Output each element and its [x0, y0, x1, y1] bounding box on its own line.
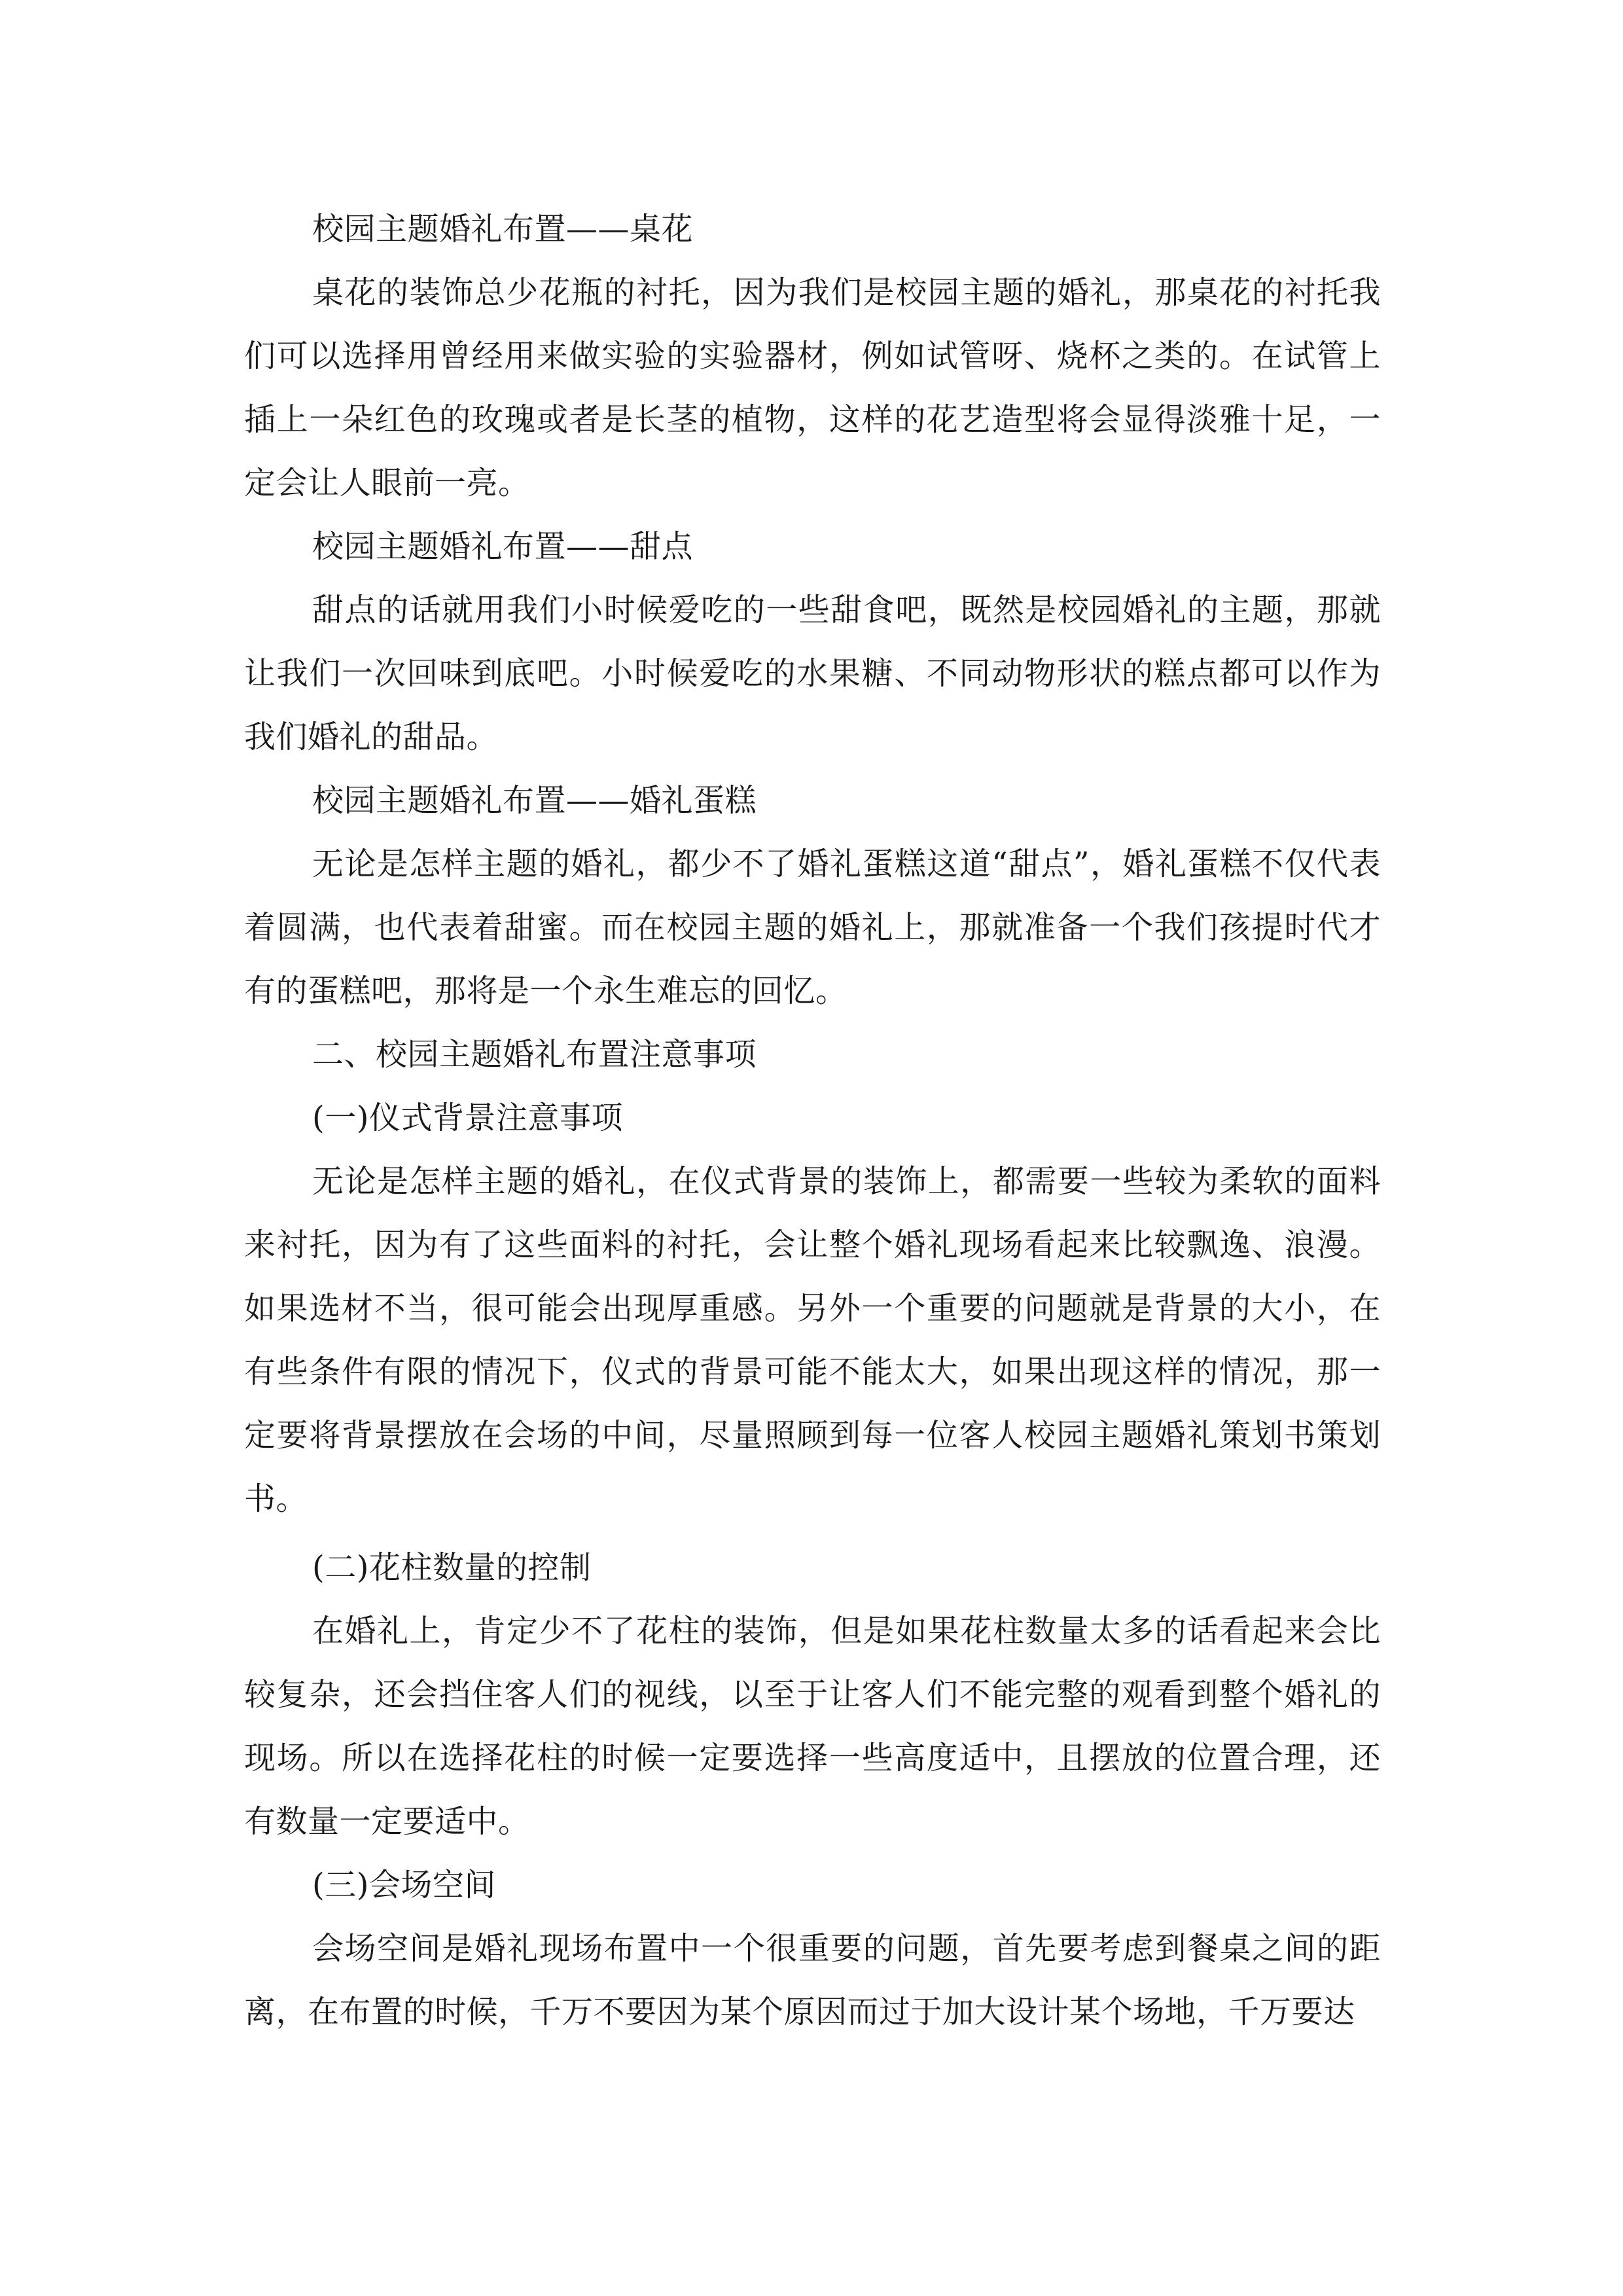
- heading-ceremony-background: (一)仪式背景注意事项: [312, 1100, 623, 1136]
- heading-venue-space: (三)会场空间: [312, 1867, 496, 1903]
- para-flower-columns: 在婚礼上，肯定少不了花柱的装饰，但是如果花柱数量太多的话看起来会比较复杂，还会挡住客人们的视线，以至于让客人们不能完整的观看到整个婚礼的现场。所以在选择花柱的时候一定要选择一些高度适中，且摆放的位置合理，还有数量一定要适中。: [244, 1613, 1381, 1840]
- paragraph-spacer: [244, 1531, 1381, 1536]
- heading-desserts: 校园主题婚礼布置——甜点: [312, 528, 694, 565]
- document-body: [244, 198, 1381, 2044]
- para-wedding-cake: 无论是怎样主题的婚礼，都少不了婚礼蛋糕这道“甜点”，婚礼蛋糕不仅代表着圆满，也代表着甜蜜。而在校园主题的婚礼上，那就准备一个我们孩提时代才有的蛋糕吧，那将是一个永生难忘的回忆。: [244, 846, 1381, 1009]
- heading-flower-columns: (二)花柱数量的控制: [312, 1549, 592, 1586]
- para-venue-space: 会场空间是婚礼现场布置中一个很重要的问题，首先要考虑到餐桌之间的距离，在布置的时候，千万不要因为某个原因而过于加大设计某个场地，千万要达: [244, 1930, 1381, 2030]
- heading-table-flowers: 校园主题婚礼布置——桌花: [312, 211, 694, 247]
- para-ceremony-background: 无论是怎样主题的婚礼，在仪式背景的装饰上，都需要一些较为柔软的面料来衬托，因为有了这些面料的衬托，会让整个婚礼现场看起来比较飘逸、浪漫。如果选材不当，很可能会出现厚重感。另外一个重要的问题就是背景的大小，在有些条件有限的情况下，仪式的背景可能不能太大，如果出现这样的情况，那一定要将背景摆放在会场的中间，尽量照顾到每一位客人校园主题婚礼策划书策划书。: [244, 1163, 1381, 1517]
- para-desserts: 甜点的话就用我们小时候爱吃的一些甜食吧，既然是校园婚礼的主题，那就让我们一次回味到底吧。小时候爱吃的水果糖、不同动物形状的糕点都可以作为我们婚礼的甜品。: [244, 592, 1381, 755]
- heading-wedding-cake: 校园主题婚礼布置——婚礼蛋糕: [312, 782, 757, 819]
- heading-section-two: 二、校园主题婚礼布置注意事项: [312, 1036, 757, 1073]
- para-table-flowers: 桌花的装饰总少花瓶的衬托，因为我们是校园主题的婚礼，那桌花的衬托我们可以选择用曾经用来做实验的实验器材，例如试管呀、烧杯之类的。在试管上插上一朵红色的玫瑰或者是长茎的植物，这样的花艺造型将会显得淡雅十足，一定会让人眼前一亮。: [244, 274, 1381, 501]
